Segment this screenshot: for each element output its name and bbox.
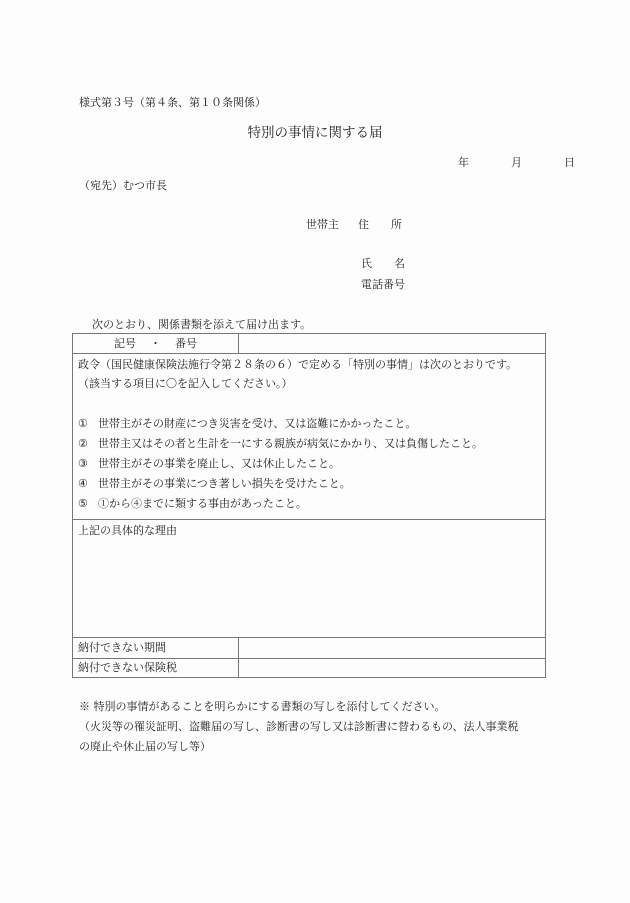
insurance-number-label-cell: [73, 334, 239, 353]
unpaid-period-label-cell: [73, 638, 239, 658]
unpaid-tax-field[interactable]: [239, 659, 545, 678]
unpaid-tax-label: 納付できない保険税: [78, 661, 177, 674]
circumstances-intro: 政令（国民健康保険法施行令第２８条の６）で定める「特別の事情」は次のとおりです。: [78, 358, 518, 371]
insurance-number-row: [73, 334, 545, 354]
document-title: 特別の事情に関する届: [247, 125, 383, 141]
circumstance-item[interactable]: [78, 497, 307, 511]
item-text: 世帯主がその事業につき著しい損失を受けたこと。: [98, 477, 351, 490]
note-examples: （火災等の罹災証明、盗難届の写し、診断書の写し又は診断書に替わるもの、法人事業税: [79, 720, 519, 733]
unpaid-period-field[interactable]: [239, 638, 545, 658]
name-label: 氏 名: [361, 257, 405, 270]
addressee: （宛先）むつ市長: [79, 179, 167, 192]
date-month-label: 月: [511, 156, 522, 169]
circumstance-item[interactable]: [78, 457, 340, 471]
date-day-label: 日: [564, 156, 575, 169]
unpaid-period-label: 納付できない期間: [78, 641, 166, 654]
item-number: ⑤: [78, 497, 88, 510]
unpaid-tax-row: [73, 659, 545, 678]
item-text: 世帯主又はその者と生計を一にする親族が病気にかかり、又は負傷したこと。: [98, 437, 483, 450]
circumstance-item[interactable]: [78, 417, 416, 431]
form-number: 様式第３号（第４条、第１０条関係）: [79, 96, 266, 109]
circumstance-item[interactable]: [78, 477, 351, 491]
insurance-number-field[interactable]: [239, 334, 545, 353]
note-examples-cont: の廃止や休止届の写し等）: [79, 740, 211, 753]
date-line: [458, 156, 575, 170]
unpaid-period-row: [73, 638, 545, 659]
symbol-label: 記号: [114, 337, 136, 350]
item-text: ①から④までに類する事由があったこと。: [98, 497, 307, 510]
item-number: ④: [78, 477, 88, 490]
specific-reason-label: 上記の具体的な理由: [78, 524, 177, 537]
item-number: ③: [78, 457, 88, 470]
phone-label: 電話番号: [361, 278, 405, 291]
circumstance-item[interactable]: [78, 437, 483, 451]
insurance-number-label: [114, 337, 197, 351]
number-label: 番号: [175, 337, 197, 350]
item-number: ②: [78, 437, 88, 450]
specific-reason-row[interactable]: [73, 520, 545, 638]
unpaid-tax-label-cell: [73, 659, 239, 678]
item-text: 世帯主がその財産につき災害を受け、又は盗難にかかったこと。: [98, 417, 417, 430]
item-text: 世帯主がその事業を廃止し、又は休止したこと。: [98, 457, 340, 470]
form-table: [72, 333, 546, 678]
note-attachment: ※ 特別の事情があることを明らかにする書類の写しを添付してください。: [79, 700, 446, 713]
circumstances-instruction: （該当する項目に〇を記入してください。）: [78, 377, 293, 390]
date-year-label: 年: [458, 156, 469, 169]
intro-text: 次のとおり、関係書類を添えて届け出ます。: [92, 318, 312, 331]
address-label: 住 所: [358, 218, 402, 231]
separator-dot: ・: [150, 337, 161, 350]
item-number: ①: [78, 417, 88, 430]
special-circumstances-row: [73, 354, 545, 520]
household-head-label: 世帯主: [306, 218, 339, 231]
